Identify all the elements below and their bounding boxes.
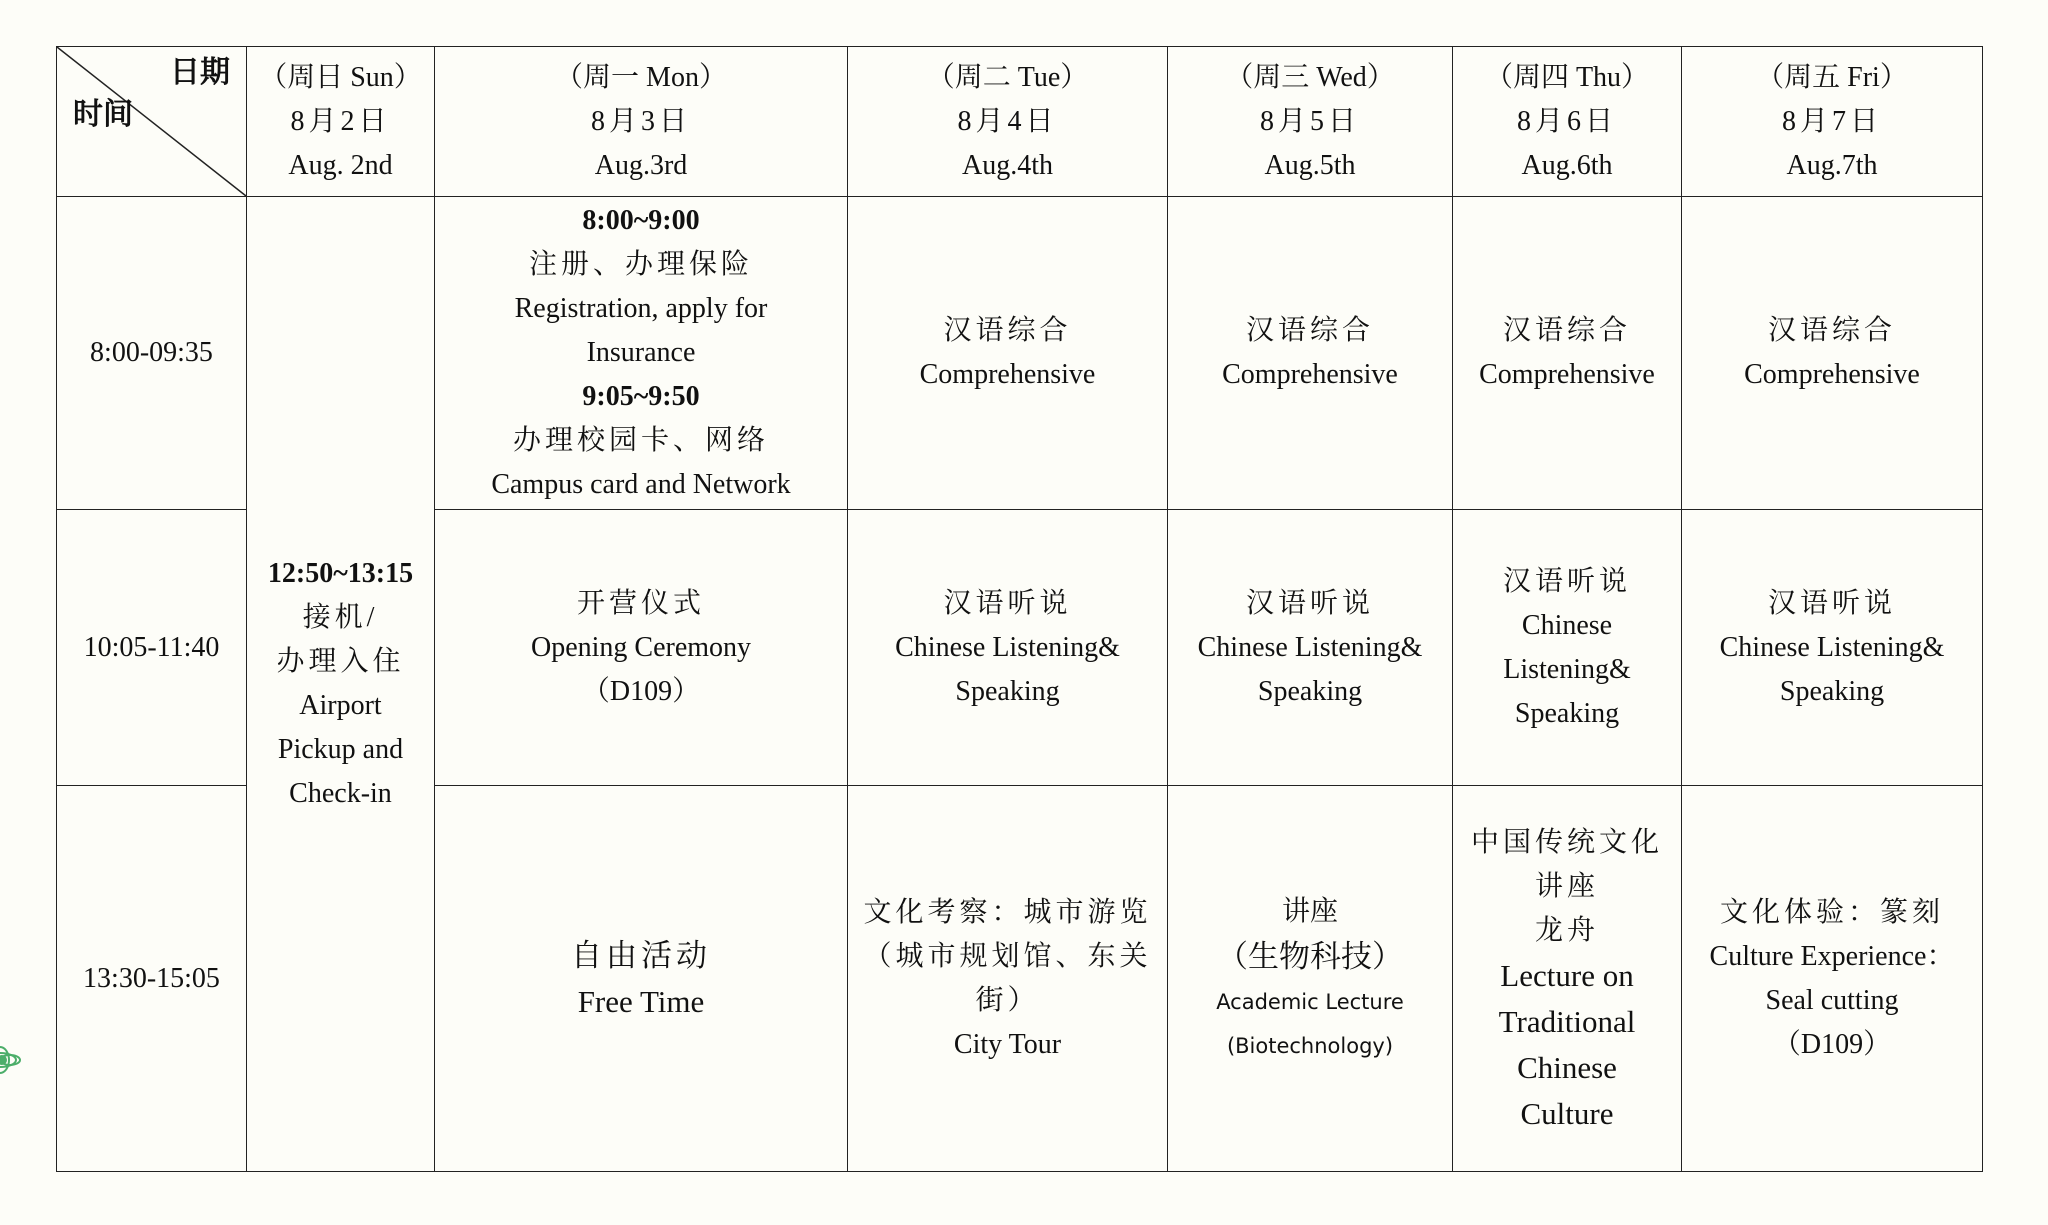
course-cn: 汉语综合 bbox=[1245, 315, 1374, 346]
course-en: Comprehensive bbox=[919, 359, 1096, 390]
course-en: Comprehensive bbox=[1744, 359, 1920, 390]
mon-session-1 bbox=[435, 197, 848, 510]
sunday-arrival-cell bbox=[247, 197, 435, 1172]
lecture-en-2: (Biotechnology) bbox=[1226, 1033, 1394, 1058]
lecture-cn-2: （生物科技） bbox=[1217, 938, 1403, 974]
city-tour-cn-1: 文化考察：城市游览 bbox=[863, 896, 1152, 928]
tue-session-2 bbox=[848, 510, 1168, 786]
date-en: Aug. 2nd bbox=[288, 149, 393, 181]
schedule-table bbox=[56, 46, 1983, 1172]
lecture-cn-1: 讲座 bbox=[1281, 895, 1338, 927]
lecture-en-1: Academic Lecture bbox=[1216, 989, 1404, 1014]
culture-lecture-en-2: Traditional bbox=[1498, 1003, 1636, 1039]
weekday: （周一 Mon） bbox=[555, 61, 727, 93]
day-header-sun bbox=[247, 47, 435, 197]
date-cn: 8月7日 bbox=[1781, 105, 1882, 137]
arrival-cn-2: 办理入住 bbox=[276, 646, 405, 677]
course-en-1: Chinese Listening& bbox=[1197, 631, 1423, 663]
arrival-en-3: Check-in bbox=[289, 778, 392, 809]
arrival-time: 12:50~13:15 bbox=[267, 558, 414, 589]
fri-session-2 bbox=[1682, 510, 1983, 786]
ceremony-en: Opening Ceremony bbox=[530, 631, 752, 663]
date-label: 日期 bbox=[170, 56, 230, 89]
ceremony-room: （D109） bbox=[581, 675, 701, 707]
city-tour-en: City Tour bbox=[953, 1028, 1062, 1060]
culture-lecture-en-1: Lecture on bbox=[1500, 957, 1634, 993]
day-header-thu bbox=[1453, 47, 1682, 197]
city-tour-cn-2: （城市规划馆、东关 bbox=[863, 940, 1152, 972]
registration-time: 8:00~9:00 bbox=[582, 205, 700, 236]
tue-session-1 bbox=[848, 197, 1168, 510]
weekday: （周二 Tue） bbox=[926, 61, 1089, 93]
ceremony-cn: 开营仪式 bbox=[576, 587, 705, 619]
seal-cutting-room: （D109） bbox=[1772, 1028, 1892, 1060]
weekday: （周四 Thu） bbox=[1484, 61, 1650, 93]
culture-lecture-cn-2: 讲座 bbox=[1534, 870, 1599, 902]
course-en-2: Speaking bbox=[1257, 675, 1363, 707]
date-cn: 8月5日 bbox=[1259, 105, 1360, 137]
fri-session-3 bbox=[1682, 786, 1983, 1172]
date-cn: 8月6日 bbox=[1516, 105, 1617, 137]
culture-lecture-cn-1: 中国传统文化 bbox=[1470, 826, 1663, 858]
seal-cutting-en-2: Seal cutting bbox=[1765, 984, 1899, 1016]
culture-lecture-cn-3: 龙舟 bbox=[1534, 914, 1599, 946]
flower-decoration-icon bbox=[0, 1040, 42, 1080]
arrival-en-2: Pickup and bbox=[277, 734, 404, 765]
course-cn: 汉语综合 bbox=[1767, 315, 1896, 346]
mon-session-3 bbox=[435, 786, 848, 1172]
course-en-1: Chinese Listening& bbox=[1719, 631, 1945, 663]
course-en-2: Speaking bbox=[1779, 675, 1885, 707]
date-cn: 8月4日 bbox=[957, 105, 1058, 137]
registration-en-1: Registration, apply for bbox=[514, 293, 768, 324]
thu-session-3 bbox=[1453, 786, 1682, 1172]
course-cn: 汉语听说 bbox=[1502, 565, 1631, 597]
culture-lecture-en-3: Chinese bbox=[1517, 1049, 1617, 1085]
arrival-cn-1: 接机/ bbox=[302, 602, 379, 633]
day-header-fri bbox=[1682, 47, 1983, 197]
registration-en-2: Insurance bbox=[586, 337, 696, 368]
tue-session-3 bbox=[848, 786, 1168, 1172]
date-en: Aug.5th bbox=[1264, 149, 1356, 181]
date-en: Aug.4th bbox=[962, 149, 1053, 181]
course-cn: 汉语听说 bbox=[943, 587, 1072, 619]
date-cn: 8月3日 bbox=[590, 105, 691, 137]
course-en: Comprehensive bbox=[1222, 359, 1398, 390]
arrival-en-1: Airport bbox=[299, 690, 382, 721]
wed-session-2 bbox=[1168, 510, 1453, 786]
wed-session-1 bbox=[1168, 197, 1453, 510]
course-cn: 汉语综合 bbox=[943, 315, 1072, 346]
free-time-cn: 自由活动 bbox=[571, 937, 711, 973]
date-en: Aug.3rd bbox=[594, 149, 688, 181]
weekday: （周日 Sun） bbox=[259, 61, 422, 93]
registration-cn: 注册、办理保险 bbox=[528, 249, 753, 280]
thu-session-1 bbox=[1453, 197, 1682, 510]
weekday: （周三 Wed） bbox=[1225, 61, 1395, 93]
seal-cutting-en-1: Culture Experience： bbox=[1709, 940, 1955, 972]
course-en-1: Chinese bbox=[1521, 609, 1613, 641]
header-row bbox=[57, 47, 1983, 197]
day-header-tue bbox=[848, 47, 1168, 197]
session-row-1 bbox=[57, 197, 1983, 510]
date-en: Aug.7th bbox=[1786, 149, 1878, 181]
date-cn: 8月2日 bbox=[290, 105, 391, 137]
time-slot-2: 10:05-11:40 bbox=[57, 510, 247, 786]
city-tour-cn-3: 街） bbox=[975, 984, 1040, 1016]
culture-lecture-en-4: Culture bbox=[1520, 1095, 1614, 1131]
time-slot-3: 13:30-15:05 bbox=[57, 786, 247, 1172]
course-en-2: Speaking bbox=[955, 675, 1060, 707]
course-en: Comprehensive bbox=[1479, 359, 1655, 390]
weekday: （周五 Fri） bbox=[1756, 61, 1908, 93]
campus-card-en: Campus card and Network bbox=[491, 469, 791, 500]
free-time-en: Free Time bbox=[577, 983, 705, 1019]
course-en-3: Speaking bbox=[1514, 697, 1620, 729]
time-label: 时间 bbox=[73, 98, 133, 131]
course-en-1: Chinese Listening& bbox=[895, 631, 1120, 663]
wed-session-3 bbox=[1168, 786, 1453, 1172]
campus-card-time: 9:05~9:50 bbox=[582, 381, 700, 412]
course-cn: 汉语综合 bbox=[1502, 315, 1631, 346]
corner-cell bbox=[57, 47, 247, 197]
day-header-mon bbox=[435, 47, 848, 197]
time-slot-1: 8:00-09:35 bbox=[57, 197, 247, 510]
day-header-wed bbox=[1168, 47, 1453, 197]
course-en-2: Listening& bbox=[1503, 653, 1631, 685]
course-cn: 汉语听说 bbox=[1245, 587, 1374, 619]
mon-session-2 bbox=[435, 510, 848, 786]
course-cn: 汉语听说 bbox=[1767, 587, 1896, 619]
seal-cutting-cn: 文化体验：篆刻 bbox=[1719, 896, 1944, 928]
fri-session-1 bbox=[1682, 197, 1983, 510]
thu-session-2 bbox=[1453, 510, 1682, 786]
campus-card-cn: 办理校园卡、网络 bbox=[512, 425, 769, 456]
date-en: Aug.6th bbox=[1521, 149, 1613, 181]
